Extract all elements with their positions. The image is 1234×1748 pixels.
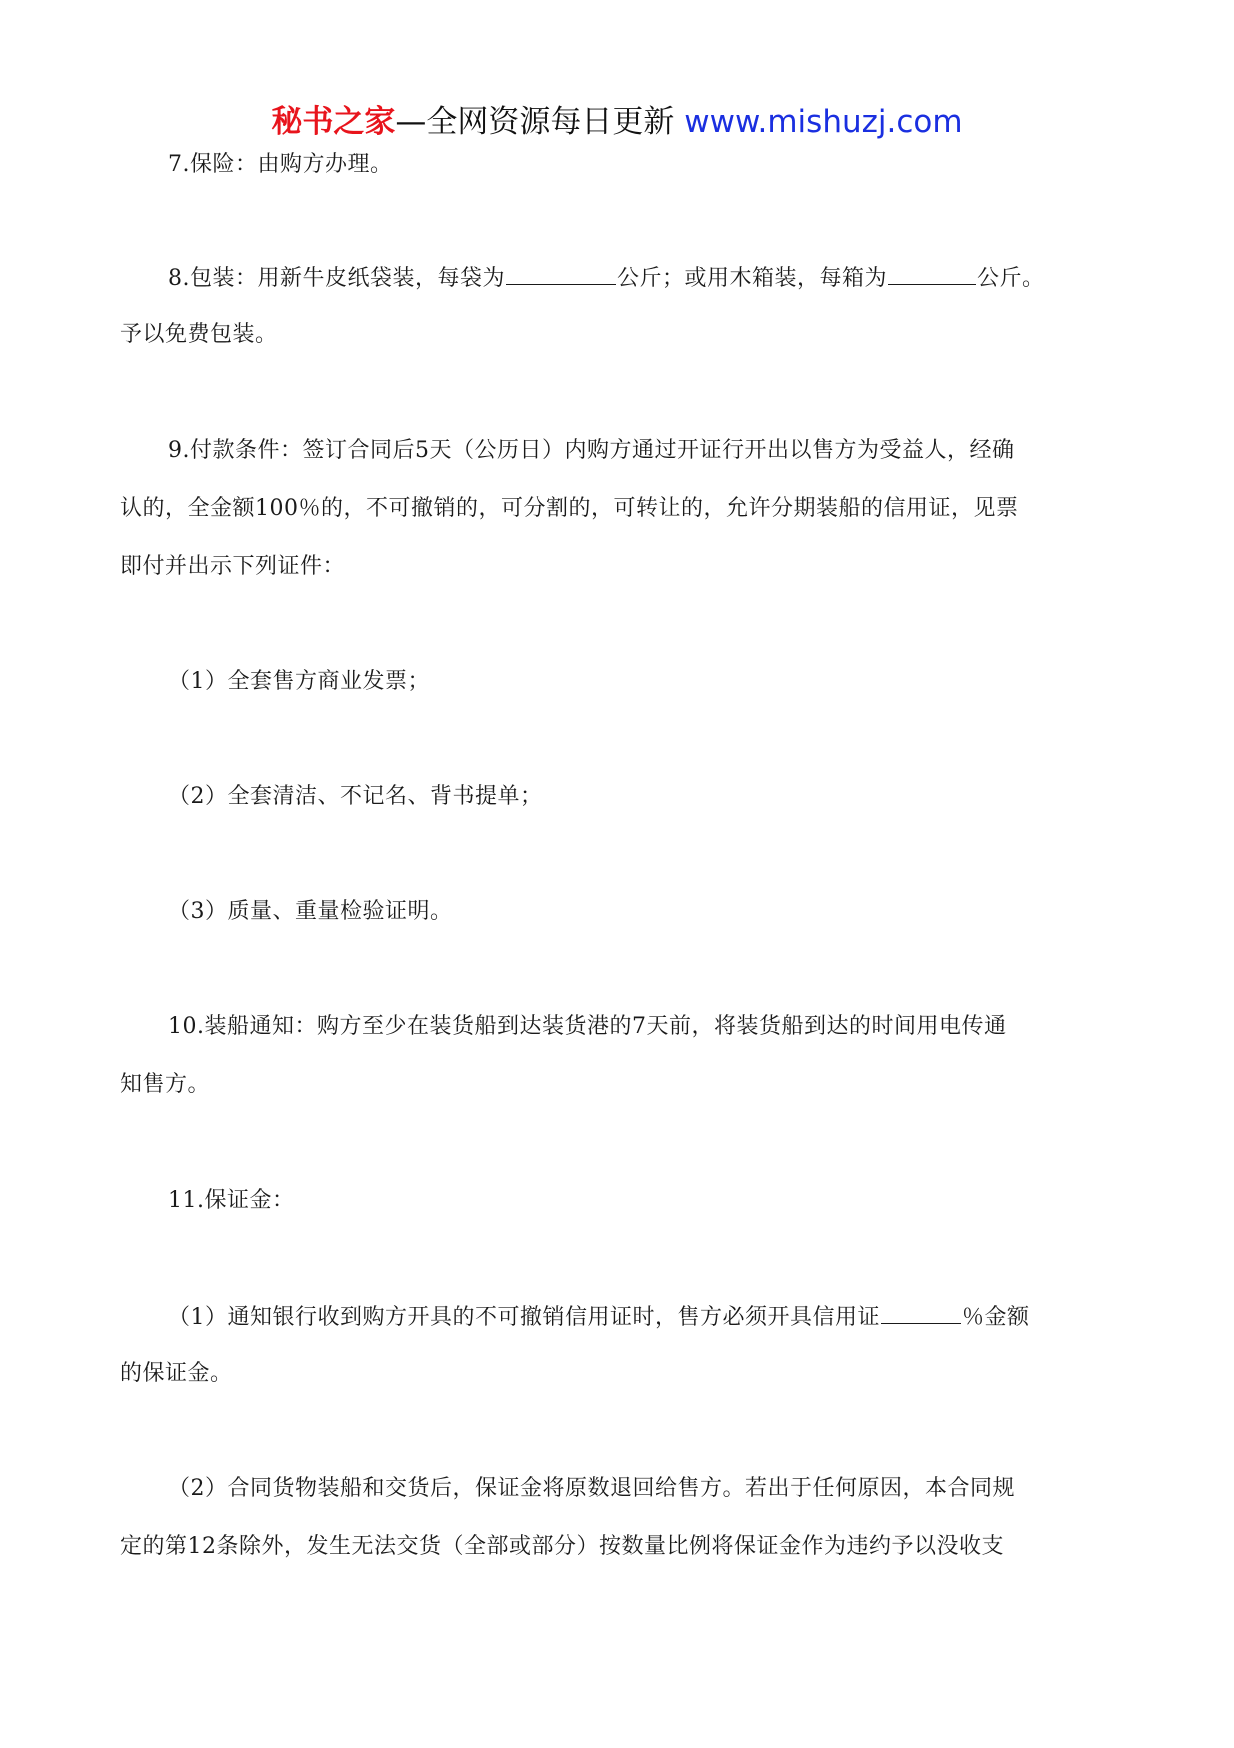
banner-slogan: 全网资源每日更新 (426, 104, 675, 140)
clause-8-text-c: 公斤。 (977, 266, 1045, 291)
clause-10-line2: 知售方。 (120, 1072, 211, 1097)
clause-11-item-1-line2: 的保证金。 (120, 1361, 233, 1386)
fill-blank-box-weight (888, 262, 976, 285)
fill-blank-deposit-percent (881, 1301, 961, 1324)
fill-blank-bag-weight (506, 262, 616, 285)
clause-9-item-2: （2）全套清洁、不记名、背书提单； (168, 784, 543, 809)
clause-7: 7.保险：由购方办理。 (168, 152, 393, 177)
site-banner (0, 100, 1234, 144)
clause-10-line1: 10.装船通知：购方至少在装货船到达装货港的7天前，将装货船到达的时间用电传通 (168, 1014, 1007, 1039)
clause-11-item-2-line2: 定的第12条除外，发生无法交货（全部或部分）按数量比例将保证金作为违约予以没收支 (120, 1534, 1004, 1559)
clause-9-item-1: （1）全套售方商业发票； (168, 669, 430, 694)
clause-9-line3: 即付并出示下列证件： (120, 554, 346, 579)
clause-9-item-3: （3）质量、重量检验证明。 (168, 899, 453, 924)
clause-9-line1: 9.付款条件：签订合同后5天（公历日）内购方通过开证行开出以售方为受益人，经确 (168, 438, 1015, 463)
clause-11-item-1-text-b: ％金额 (962, 1305, 1030, 1330)
clause-11-title: 11.保证金： (168, 1188, 295, 1213)
clause-8-text-b: 公斤；或用木箱装，每箱为 (617, 266, 888, 291)
clause-11-item-1-line1 (168, 1301, 1030, 1333)
clause-8-line2: 予以免费包装。 (120, 322, 278, 347)
clause-11-item-1-text-a: （1）通知银行收到购方开具的不可撤销信用证时，售方必须开具信用证 (168, 1305, 880, 1330)
brand-name: 秘书之家 (271, 104, 396, 140)
clause-11-item-2-line1: （2）合同货物装船和交货后，保证金将原数退回给售方。若出于任何原因，本合同规 (168, 1476, 1015, 1501)
clause-8-text-a: 8.包装：用新牛皮纸袋装，每袋为 (168, 266, 505, 291)
site-url-link[interactable]: www.mishuzj.com (684, 104, 963, 140)
clause-8-line1 (168, 262, 1045, 294)
clause-9-line2: 认的，全金额100％的，不可撤销的，可分割的，可转让的，允许分期装船的信用证，见票 (120, 496, 1019, 521)
banner-dash: — (395, 104, 427, 140)
